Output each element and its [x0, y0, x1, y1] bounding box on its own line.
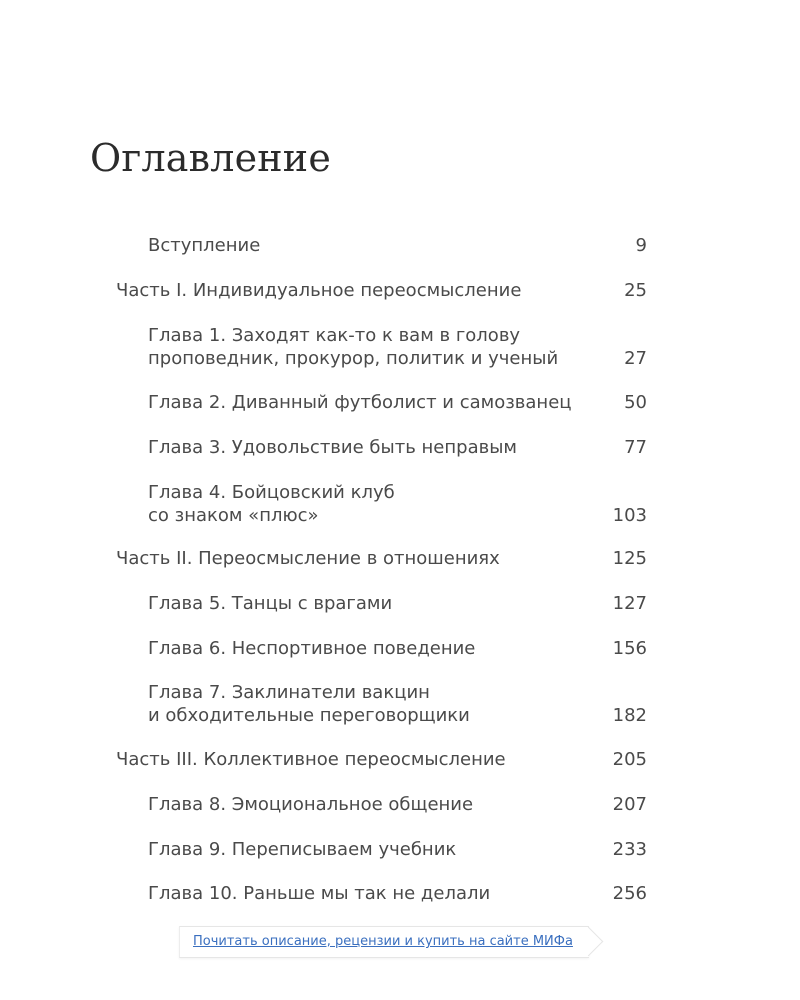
toc-page-number: 27: [624, 347, 647, 369]
toc-page-number: 125: [612, 548, 647, 569]
toc-label: [148, 482, 395, 527]
toc-label: [148, 682, 470, 727]
toc-label: Часть III. Коллективное переосмысление: [116, 749, 506, 770]
toc-label-line: Глава 7. Заклинатели вакцин: [148, 682, 430, 703]
toc-label-line: проповедник, прокурор, политик и ученый: [148, 347, 559, 369]
buy-on-mif-link[interactable]: Почитать описание, рецензии и купить на сайте МИФа: [193, 934, 573, 949]
toc-page-number: 9: [635, 235, 647, 256]
toc-page-number: 103: [612, 504, 647, 526]
toc-page-number: 77: [624, 437, 647, 458]
toc-page-number: 205: [612, 749, 647, 770]
toc-page-number: 182: [612, 704, 647, 726]
toc-label: [148, 325, 558, 370]
toc-page-number: 127: [612, 593, 647, 614]
toc-page-number: 156: [612, 638, 647, 659]
toc-label: Часть II. Переосмысление в отношениях: [116, 548, 500, 569]
toc-label: Часть I. Индивидуальное переосмысление: [116, 280, 522, 301]
toc-label: Глава 6. Неспортивное поведение: [148, 638, 476, 659]
toc-page-number: 256: [612, 883, 647, 904]
toc-label: Глава 5. Танцы с врагами: [148, 593, 393, 614]
page-title: Оглавление: [90, 136, 332, 180]
toc-page-number: 207: [612, 794, 647, 815]
toc-label: Глава 2. Диванный футболист и самозванец: [148, 392, 572, 413]
toc-label-line: Глава 1. Заходят как-то к вам в голову: [148, 325, 521, 346]
toc-label: Глава 3. Удовольствие быть неправым: [148, 437, 518, 458]
toc-label: Глава 9. Переписываем учебник: [148, 839, 457, 860]
toc-page-number: 233: [612, 839, 647, 860]
toc-label: Глава 8. Эмоциональное общение: [148, 794, 474, 815]
toc-label: Глава 10. Раньше мы так не делали: [148, 883, 491, 904]
toc-label: Вступление: [148, 235, 261, 256]
toc-label-line: со знаком «плюс»: [148, 504, 319, 526]
toc-label-line: Глава 4. Бойцовский клуб: [148, 482, 395, 503]
toc-label-line: и обходительные переговорщики: [148, 704, 470, 726]
chevron-right-icon: [574, 927, 604, 957]
toc-page-number: 50: [624, 392, 647, 413]
toc-page-number: 25: [624, 280, 647, 301]
buy-on-mif-banner[interactable]: [179, 926, 589, 958]
